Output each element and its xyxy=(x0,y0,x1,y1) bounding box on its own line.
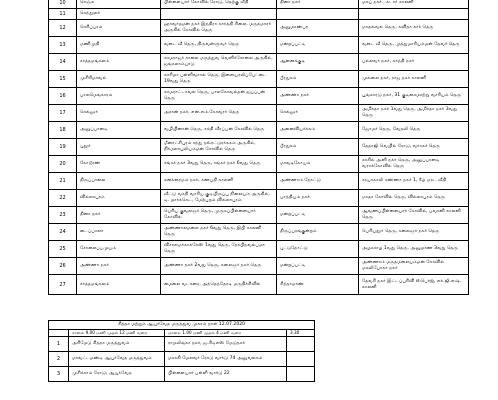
zone-name: மன்றப்பட்டி xyxy=(277,258,359,275)
camp-location-am: காமராட்டாவல தெரு, பாலகோவல்தன் ஐயப்பன் தெரு xyxy=(161,88,277,105)
camp-location-pm: தேதாஜி வெயில் ரோடு, வாசகர் தெரு xyxy=(359,139,469,156)
row-number: 22 xyxy=(49,190,77,207)
area-name: சாத்தமங்கலம் xyxy=(77,275,161,295)
table-row xyxy=(49,156,469,173)
table-row xyxy=(49,139,469,156)
camp-morning-location: அரிமேடு சித்தா மருத்துவம் xyxy=(69,337,165,352)
camp-location-pm: தேவரி நகர் இட்டப்புரிவி ஸ்பெர்ஜ், எக்.ஜி.எஷ். காலனி xyxy=(359,275,469,295)
area-name: சோலைப்பமுயம் xyxy=(77,241,161,258)
camp-afternoon-location: மகாகி மேலவர் ரோடு வார்டு 74 அனுவலகம் xyxy=(165,352,287,367)
zone-name: அண்ணா நகர் xyxy=(277,88,359,105)
zone-name: சிந்தாமாண் xyxy=(277,275,359,295)
area-name: வில்லாபுரம் xyxy=(77,190,161,207)
table-row xyxy=(49,71,469,88)
row-number: 10 xyxy=(49,0,77,9)
zone-name: தினா நகர் xyxy=(277,0,359,9)
area-name: செந்தூலர் xyxy=(77,9,161,20)
row-number: 15 xyxy=(49,71,77,88)
area-name: செல்லூர் xyxy=(77,105,161,122)
zone-name: மன்றப்பட்டி xyxy=(277,207,359,224)
camp-location-am: பிள்ளையார் கோவில் ரோடு, தெற்கு வீதி xyxy=(161,0,277,9)
zone-name: மன்றப்பட்டி xyxy=(277,37,359,54)
camp-location-pm: மகப் நகர் , கடார் காலனி xyxy=(359,0,469,9)
camp-location-am: ஹாவர்தமன் நகர் இந்திரா கார்த்தி சிலை, மருதமாரர் அருகில் கோவில் தெரு xyxy=(161,20,277,37)
camp-location-am: அண்ணாலமலை நகர் 6வது தெரு, இபி காலனி தெரு xyxy=(161,224,277,241)
camp-location-am: காரிமா பள்ளிவாசல் தெரு, இளையரலிப்பேட்டை 19வது தெரு xyxy=(161,71,277,88)
area-name: டைப்பாலா xyxy=(77,224,161,241)
camp-morning-location: மாவட்டமண்டி ஆயுர்வேத மருத்துவம் xyxy=(69,352,165,367)
row-number: 21 xyxy=(49,173,77,190)
camp-title-row xyxy=(49,321,315,330)
area-name: அனுப்பானடி xyxy=(77,122,161,139)
area-name: மணிமுதி xyxy=(77,37,161,54)
zone-name: திருப்பரங்குன்றம் xyxy=(277,224,359,241)
camp-location-am: வடை வீ தெரு, திருவள்ளுவர் தெரு xyxy=(161,37,277,54)
row-number: 25 xyxy=(49,241,77,258)
camp-location-pm: ஆவணப்பிள்ளையார் கோவில், பவானி காலனி தெரு xyxy=(359,207,469,224)
camp-location-am: பெரிய குவலஞர் தெரு, முருகப்பிள்ளையார் கோவில் xyxy=(161,207,277,224)
camp-afternoon-location: பிள்ளையார் பள்ளி வார்டு 22 xyxy=(165,367,287,382)
camp-location-pm: மாதல்வல் தெரு, கவிதா கார் தெரு xyxy=(359,20,469,37)
camp-time-cell xyxy=(287,337,315,352)
zone-name: மாவடிகோயம் xyxy=(277,156,359,173)
camp-location-pm xyxy=(359,9,469,20)
camp-row xyxy=(49,352,315,367)
camp-title: சித்தா மற்றும் ஆயுர்வேத மருத்துவ முகாம் நாள் 12.07.2020 xyxy=(49,321,315,330)
table-row xyxy=(49,20,469,37)
table-row xyxy=(49,241,469,258)
row-number: 26 xyxy=(49,258,77,275)
camp-time-cell xyxy=(287,352,315,367)
camp-location-am: அரசன் நகர், என்.எம்.கோவரர் தெரு xyxy=(161,105,277,122)
zone-name: அண்ணாம் நோட்டு xyxy=(277,173,359,190)
camp-location-pm: பெரியதூர் தெரு, கலைஞர் நகர் தெரு xyxy=(359,224,469,241)
row-number: 14 xyxy=(49,54,77,71)
zone-name: ஆனைக்குடி xyxy=(277,54,359,71)
area-name: கோடூரண் xyxy=(77,156,161,173)
camp-time-cell xyxy=(287,367,315,382)
row-number: 23 xyxy=(49,207,77,224)
row-number: 27 xyxy=(49,275,77,295)
area-name: பாலமெங்காரம் xyxy=(77,88,161,105)
row-number: 19 xyxy=(49,139,77,156)
zone-name: அனைவியர்க்கம் xyxy=(277,122,359,139)
camp-location-pm: அழகசாழ 1வது தெரு, அனுமாண 3வது தெரு xyxy=(359,241,469,258)
camp-number: 1 xyxy=(49,337,69,352)
table-row xyxy=(49,37,469,54)
row-number: 16 xyxy=(49,88,77,105)
zone-name: பாந்தியம் நகர் xyxy=(277,190,359,207)
table-row xyxy=(49,207,469,224)
camp-location-am: அண்ணா நகர் 2வது தெரு, கலைஞர் நகர் தெரு xyxy=(161,258,277,275)
table-row xyxy=(49,190,469,207)
camp-header-time: 3.30 xyxy=(287,330,315,337)
zone-name xyxy=(277,9,359,20)
camp-table-body xyxy=(49,337,315,382)
main-table-body xyxy=(49,0,469,295)
camp-location-pm: பூங்காரடு நகர், 31 குடிசைமாற்று வாரியம் தெரு xyxy=(359,88,469,105)
camp-location-pm: அமிர்தா நகர் 1வது தெரு, அமிர்தா நகர் 3வது தெரு xyxy=(359,105,469,122)
camp-number: 2 xyxy=(49,352,69,367)
main-locations-table xyxy=(48,0,469,295)
area-name: செரிப்பரம் xyxy=(77,20,161,37)
camp-location-am: மைலை வடகரை, அந்தெந்தேரடி மருதிச்சிவில் xyxy=(161,275,277,295)
camp-number: 3 xyxy=(49,367,69,382)
zone-name: பீரதுகம் xyxy=(277,71,359,88)
table-row xyxy=(49,54,469,71)
table-row xyxy=(49,105,469,122)
camp-header-number xyxy=(49,330,69,337)
camp-location-pm: மாதா கோவில் தெரு, வில்லாபுரம் தெரு xyxy=(359,190,469,207)
table-row xyxy=(49,258,469,275)
camp-location-pm: முல்லை நகர், ராஜ நகர் காலனி xyxy=(359,71,469,88)
camp-header-afternoon: மாலை 1.00 மணி முதல் 4 மணி வரை xyxy=(165,330,287,337)
row-number: 12 xyxy=(49,20,77,37)
area-name: புதூர் xyxy=(77,139,161,156)
camp-row xyxy=(49,337,315,352)
camp-location-pm: பல்லவர் நகர், காந்தி நகர் xyxy=(359,54,469,71)
camp-afternoon-location: ராமலிங்கா நகர், ஜ.சிடிஎஸ் மேடுநகர் xyxy=(165,337,287,352)
camp-header-morning: காலை 9.00 மணி முதல் 12 மணி வரை xyxy=(69,330,165,337)
camp-location-pm: காசில் அனி நகர் தெரு, அனுப்பானடி வராக்கோவில் தெரு xyxy=(359,156,469,173)
row-number: 13 xyxy=(49,37,77,54)
zone-name: அனுமாண்பர xyxy=(277,20,359,37)
table-row xyxy=(49,224,469,241)
camp-location-pm: ஜோமர் தெரு, வேதலி தெரு xyxy=(359,122,469,139)
area-name: செஞ்சு xyxy=(77,0,161,9)
area-name: தினா நகர் xyxy=(77,207,161,224)
camp-header-row xyxy=(49,330,315,337)
zone-name: பீரதுகம் xyxy=(277,139,359,156)
camp-location-pm: சரயாகாலி கண்ணா நகர் 1, கீழ் மரட வீதி xyxy=(359,173,469,190)
area-name: சாத்தமங்கலம் xyxy=(77,54,161,71)
table-row xyxy=(49,275,469,295)
row-number: 24 xyxy=(49,224,77,241)
camp-location-am: கனக்ரைமம் நகர், கணபதி காலனி xyxy=(161,173,277,190)
area-name: முசிரிமாவல் xyxy=(77,71,161,88)
row-number: 20 xyxy=(49,156,77,173)
table-row xyxy=(49,88,469,105)
camp-location-am: சங்கர் நகர் 3வது தெரு, சங்கர் நகர் 6வது தெரு xyxy=(161,156,277,173)
row-number: 17 xyxy=(49,105,77,122)
table-row xyxy=(49,0,469,9)
table-row xyxy=(49,173,469,190)
camp-row xyxy=(49,367,315,382)
camp-location-am: காமராஜர் சாலை மருத்துவ வெளிச்சோலை அருகில், ஜங்கலாம்பாடு xyxy=(161,54,277,71)
camp-location-am: மீனாட்சிபுரம் சந்து நவ்ரட்டுரச்சுகம் அருகில், நிர்மலாபுலியம்மன் கோவில் தெரு xyxy=(161,139,277,156)
zone-name: செல்லூர் xyxy=(277,105,359,122)
row-number: 18 xyxy=(49,122,77,139)
table-row xyxy=(49,122,469,139)
row-number: 11 xyxy=(49,9,77,20)
camp-location-am: விசாலமர்காக்கேஸ் 1வது தெரு, நோபிநவல்பமா தெரு xyxy=(161,241,277,258)
area-name: திருப்பாலை xyxy=(77,173,161,190)
camp-morning-location: முசிக்சாம் ரோடு, ஆயுர்வேத xyxy=(69,367,165,382)
table-row xyxy=(49,9,469,20)
siddha-camp-table xyxy=(48,320,315,382)
area-name: அண்ணா நகர் xyxy=(77,258,161,275)
camp-location-am: வீட்டு வசதி வாரிய குடியிருப்பு நிலையம் அருகில், டி. மார்க்கெட், மேற்புறம் வில்லாபுரம் xyxy=(161,190,277,207)
camp-location-pm: வடை வீ தெரு, முத்துமாரியம்மன் தேவர் தெரு xyxy=(359,37,469,54)
camp-location-pm: அண்ணாம் மருதமலையம்மன் கோவில் மகலிபோகா நகர் xyxy=(359,258,469,275)
zone-name: புட்டுநோட்டு xyxy=(277,241,359,258)
camp-location-am: வழியினான் தெரு, சக்தி வீரப்பன் கோவில் தெரு xyxy=(161,122,277,139)
camp-location-am xyxy=(161,9,277,20)
